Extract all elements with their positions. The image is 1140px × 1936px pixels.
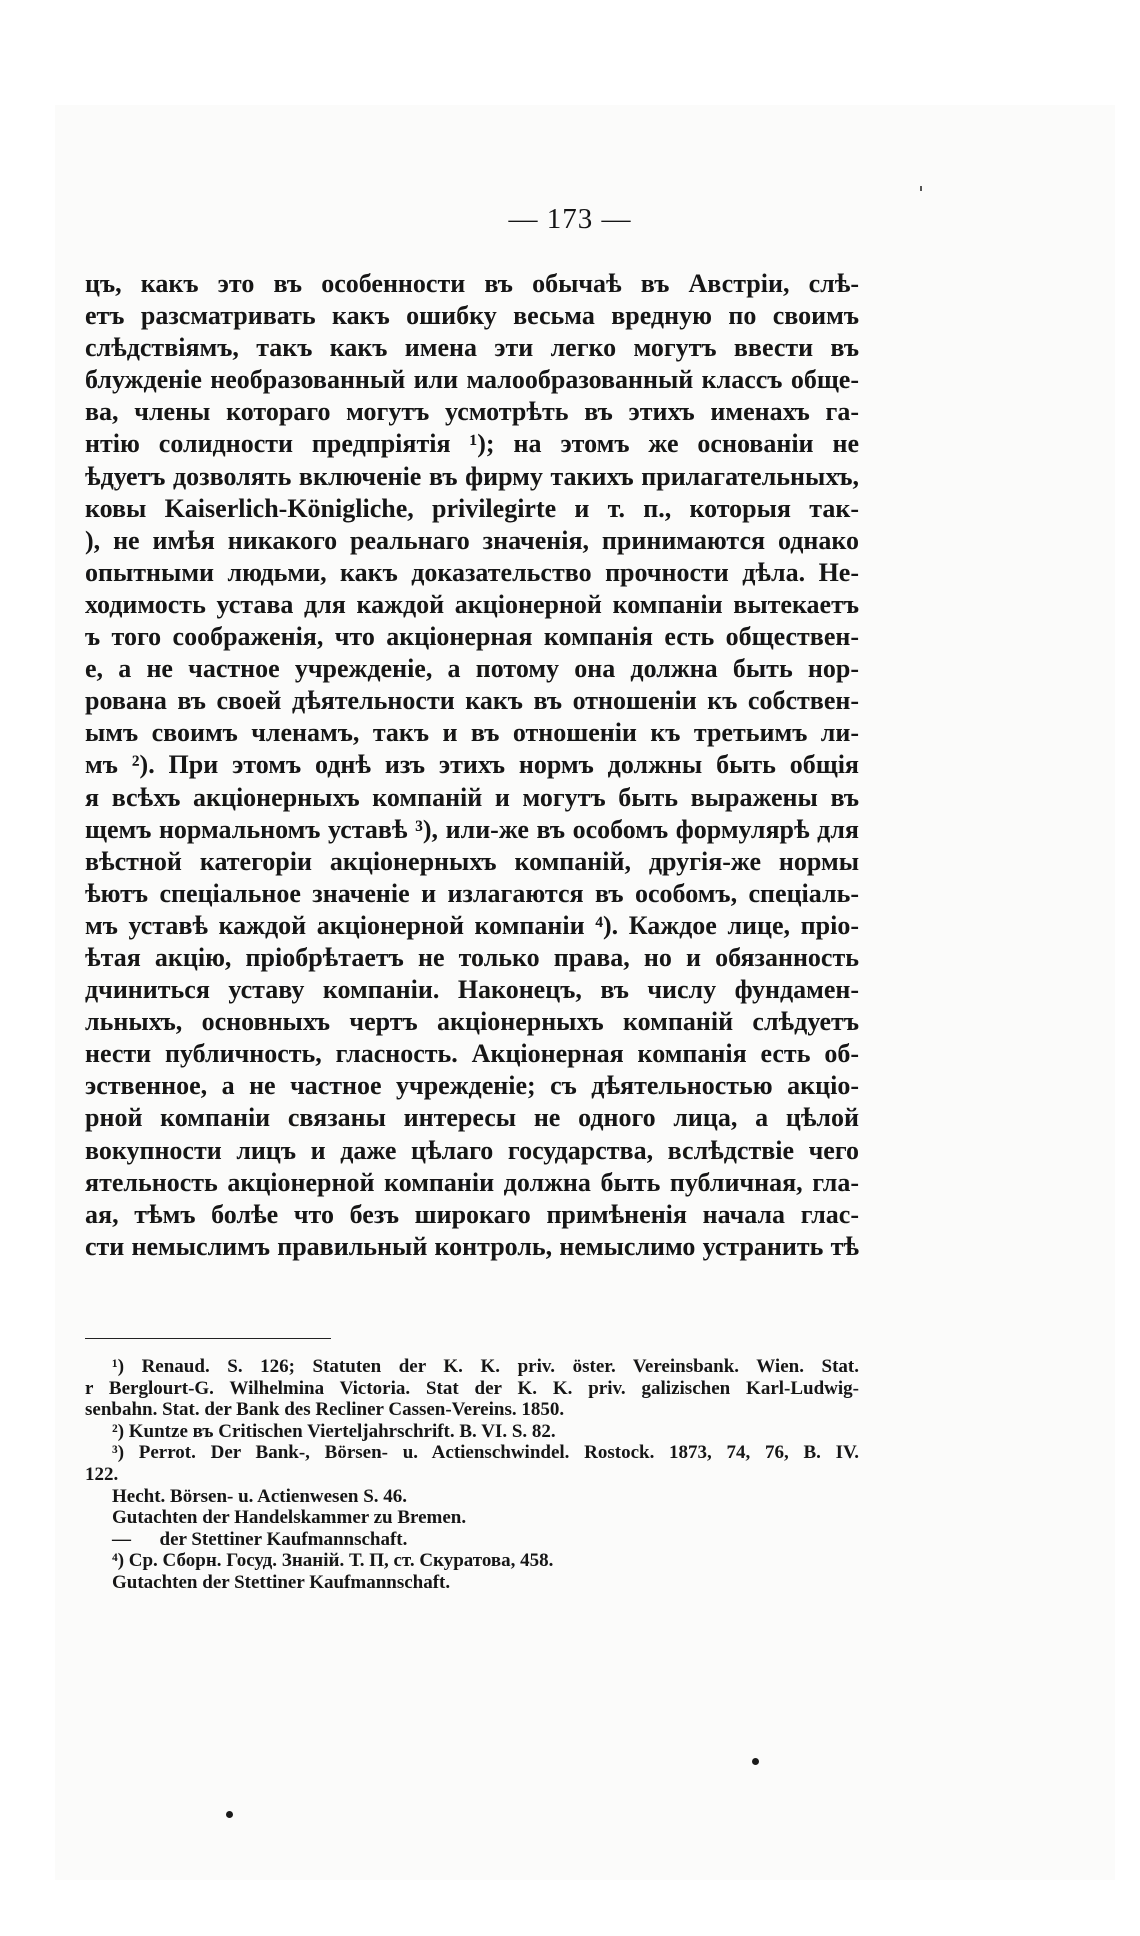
text-line: вокупности лицъ и даже цѣлаго государства, вслѣдствіе чего: [85, 1135, 859, 1165]
footnote-line: ¹) Renaud. S. 126; Statuten der K. K. priv. öster. Vereinsbank. Wien. Stat.: [112, 1356, 859, 1377]
ink-speck: [920, 186, 922, 191]
ink-speck: [226, 1811, 233, 1818]
text-line: слѣдствіямъ, такъ какъ имена эти легко могутъ ввести въ: [85, 333, 859, 363]
text-line: блужденіе необразованный или малообразованный классъ обще-: [85, 365, 859, 395]
text-line: етъ разсматривать какъ ошибку весьма вредную по своимъ: [85, 301, 859, 331]
text-line: цъ, какъ это въ особенности въ обычаѣ въ Австріи, слѣ-: [85, 269, 859, 298]
footnotes: [85, 1356, 859, 1594]
text-line: ѣютъ спеціальное значеніе и излагаются въ особомъ, спеціаль-: [85, 878, 859, 908]
text-line: ), не имѣя никакого реальнаго значенія, принимаются однако: [85, 525, 859, 555]
ink-speck: [752, 1758, 759, 1765]
text-line: ходимость устава для каждой акціонерной компаніи вытекаетъ: [85, 589, 859, 619]
text-line: нтію солидности предпріятія ¹); на этомъ же основаніи не: [85, 429, 859, 459]
footnote-line: ³) Perrot. Der Bank-, Börsen- u. Actienschwindel. Rostock. 1873, 74, 76, B. IV.: [112, 1442, 859, 1464]
text-line: ѣтая акцію, пріобрѣтаетъ не только права, но и обязанность: [85, 942, 859, 972]
footnote-line: — der Stettiner Kaufmannschaft.: [112, 1528, 408, 1550]
body-text: [85, 268, 859, 1263]
text-line: ъ того соображенія, что акціонерная компанія есть обществен-: [85, 622, 859, 652]
text-line: вѣстной категоріи акціонерныхъ компаній, другія-же нормы: [85, 846, 859, 876]
page-number: — 173 —: [508, 203, 632, 235]
footnote-line: ²) Kuntze въ Critischen Vierteljahrschrift. B. VI. S. 82.: [112, 1420, 556, 1442]
text-line: ѣдуетъ дозволять включеніе въ фирму такихъ прилагательныхъ,: [85, 461, 859, 491]
footnote-line: ⁴) Ср. Сборн. Госуд. Знаній. Т. П, ст. Скуратова, 458.: [112, 1550, 554, 1572]
text-line: ая, тѣмъ болѣе что безъ широкаго примѣненія начала глас-: [85, 1199, 859, 1229]
footnote-line: r Berglourt-G. Wilhelmina Victoria. Stat der K. K. priv. galizischen Karl-Ludwig-: [85, 1377, 859, 1399]
text-line: ятельность акціонерной компаніи должна быть публичная, гла-: [85, 1167, 859, 1197]
footnote-line: 122.: [85, 1463, 119, 1485]
footnote-line: Gutachten der Stettiner Kaufmannschaft.: [112, 1571, 451, 1593]
text-line: щемъ нормальномъ уставѣ ³), или-же въ особомъ формулярѣ для: [85, 814, 859, 844]
footnote-line: Hecht. Börsen- u. Actienwesen S. 46.: [112, 1485, 408, 1507]
text-line: мъ ²). При этомъ однѣ изъ этихъ нормъ должны быть общія: [85, 750, 859, 780]
text-line: я всѣхъ акціонерныхъ компаній и могутъ быть выражены въ: [85, 782, 859, 812]
footnote-divider: [85, 1338, 331, 1339]
text-line: е, а не частное учрежденіе, а потому она должна быть нор-: [85, 654, 859, 684]
text-line: нести публичность, гласность. Акціонерная компанія есть об-: [85, 1039, 859, 1069]
text-line: мъ уставѣ каждой акціонерной компаніи ⁴). Каждое лице, пріо-: [85, 910, 859, 940]
text-line: ковы Kaiserlich-Königliche, privilegirte и т. п., которыя так-: [85, 493, 859, 523]
text-line: ва, члены котораго могутъ усмотрѣть въ этихъ именахъ га-: [85, 397, 859, 427]
text-line: опытными людьми, какъ доказательство прочности дѣла. Не-: [85, 557, 859, 587]
footnote-line: Gutachten der Handelskammer zu Bremen.: [112, 1507, 467, 1529]
footnote-line: senbahn. Stat. der Bank des Recliner Cassen-Vereins. 1850.: [85, 1399, 565, 1421]
text-line: дчиниться уставу компаніи. Наконецъ, въ числу фундамен-: [85, 975, 859, 1005]
text-line: ымъ своимъ членамъ, такъ и въ отношеніи къ третьимъ ли-: [85, 718, 859, 748]
text-line: рована въ своей дѣятельности какъ въ отношеніи къ собствен-: [85, 686, 859, 716]
text-line: эственное, а не частное учрежденіе; съ дѣятельностью акціо-: [85, 1071, 859, 1101]
text-line: рной компаніи связаны интересы не одного лица, а цѣлой: [85, 1103, 859, 1133]
text-line: сти немыслимъ правильный контроль, немыслимо устранить тѣ: [85, 1231, 859, 1261]
text-line: льныхъ, основныхъ чертъ акціонерныхъ компаній слѣдуетъ: [85, 1007, 859, 1037]
